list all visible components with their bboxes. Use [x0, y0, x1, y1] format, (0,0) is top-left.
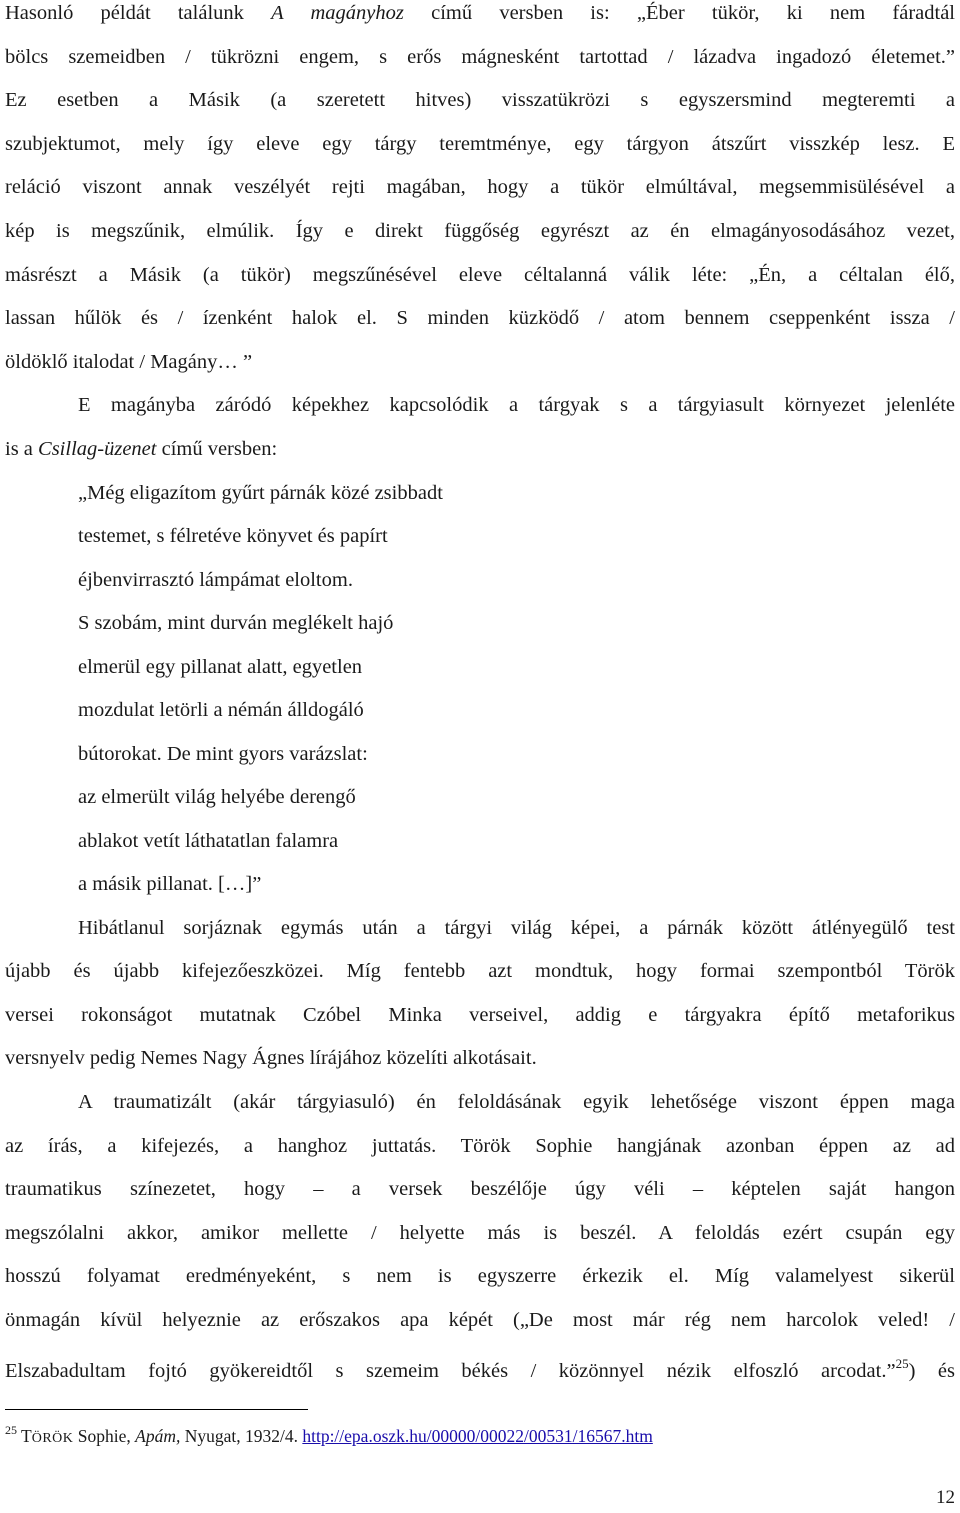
- footnote: $^{25}$ TÖRÖK Sophie, Apám, Nyugat, 1932/4. http://epa.oszk.hu/00000/00022/00531/16567.htm: [5, 1423, 653, 1446]
- poem-line: „Még eligazítom gyűrt párnák közé zsibbadt: [78, 481, 443, 504]
- paragraph-1-line-8: lassan hűlök és / ízenként halok el. S minden küzködő / atom bennem cseppenként issza /: [5, 307, 955, 330]
- paragraph-3-line-3: versei rokonságot mutatnak Czóbel Minka verseivel, addig e tárgyakra építő metaforikus: [5, 1003, 955, 1026]
- paragraph-3-line-4: versnyelv pedig Nemes Nagy Ágnes lírájához közelíti alkotásait.: [5, 1047, 537, 1070]
- paragraph-1-line-9: öldöklő italodat / Magány… ”: [5, 350, 253, 373]
- footnote-link[interactable]: http://epa.oszk.hu/00000/00022/00531/16567.htm: [302, 1426, 653, 1446]
- paragraph-3-line-2: újabb és újabb kifejezőeszközei. Míg fentebb azt mondtuk, hogy formai szempontból Török: [5, 960, 955, 983]
- poem-line: az elmerült világ helyébe derengő: [78, 786, 356, 809]
- poem-line: éjbenvirrasztó lámpámat eloltom.: [78, 568, 353, 591]
- paragraph-4: A traumatizált (akár tárgyiasuló) én feloldásának egyik lehetősége viszont éppen maga: [78, 1090, 955, 1113]
- footnote-reference[interactable]: 25: [895, 1356, 909, 1372]
- paragraph-4-line-3: traumatikus színezetet, hogy – a versek beszélője úgy véli – képtelen saját hangon: [5, 1178, 955, 1201]
- document-page: [5, 0, 955, 1513]
- footnote-separator: [5, 1409, 308, 1410]
- paragraph-4-line-7: Elszabadultam fojtó gyökereidtől s szemeim békés / közönnyel nézik elfoszló arcodat.”$^{25}$) és: [5, 1356, 955, 1383]
- poem-quote: [78, 472, 955, 907]
- paragraph-1-line-7: másrészt a Másik (a tükör) megszűnésével eleve céltalanná válik léte: „Én, a céltalan élő,: [5, 263, 955, 286]
- paragraph-2-line-2: is a Csillag-üzenet című versben:: [5, 437, 278, 460]
- poem-line: mozdulat letörli a némán álldogáló: [78, 699, 364, 722]
- footnote-number: 25: [5, 1423, 17, 1437]
- paragraph-4-line-2: az írás, a kifejezés, a hanghoz juttatás. Török Sophie hangjának azonban éppen az ad: [5, 1134, 955, 1157]
- paragraph-2: E magányba záródó képekhez kapcsolódik a tárgyak s a tárgyiasult környezet jelenléte: [78, 394, 955, 417]
- paragraph-1-line-5: reláció viszont annak veszélyét rejti magában, hogy a tükör elmúltával, megsemmisülésével a: [5, 176, 955, 199]
- poem-line: bútorokat. De mint gyors varázslat:: [78, 742, 368, 765]
- poem-line: ablakot vetít láthatatlan falamra: [78, 829, 339, 852]
- paragraph-1-line-4: szubjektumot, mely így eleve egy tárgy teremtménye, egy tárgyon átszűrt visszkép lesz. E: [5, 132, 955, 155]
- paragraph-1-line-2: bölcs szemeidben / tükrözni engem, s erős mágnesként tartottad / lázadva ingadozó életemet.”: [5, 45, 955, 68]
- paragraph-4-line-6: önmagán kívül helyeznie az erőszakos apa képét („De most már rég nem harcolok veled! /: [5, 1308, 955, 1331]
- paragraph-3: Hibátlanul sorjáznak egymás után a tárgyi világ képei, a párnák között átlényegülő test: [78, 916, 955, 939]
- poem-line: elmerül egy pillanat alatt, egyetlen: [78, 655, 363, 678]
- paragraph-1-line-6: kép is megszűnik, elmúlik. Így e direkt függőség egyrészt az én elmagányosodásához vezet,: [5, 219, 955, 242]
- poem-line: testemet, s félretéve könyvet és papírt: [78, 525, 388, 548]
- paragraph-4-line-5: hosszú folyamat eredményeként, s nem is egyszerre érkezik el. Míg valamelyest sikerül: [5, 1265, 955, 1288]
- poem-line: a másik pillanat. […]”: [78, 873, 262, 896]
- paragraph-1: Hasonló példát találunk A magányhoz című versben is: „Éber tükör, ki nem fáradtál: [5, 2, 955, 24]
- page-number: 12: [936, 1487, 955, 1508]
- poem-line: S szobám, mint durván meglékelt hajó: [78, 612, 394, 635]
- paragraph-4-line-4: megszólalni akkor, amikor mellette / helyette más is beszél. A feloldás ezért csupán egy: [5, 1221, 955, 1244]
- footnote-title: Apám,: [135, 1426, 181, 1446]
- paragraph-1-line-3: Ez esetben a Másik (a szeretett hitves) visszatükrözi s egyszersmind megteremti a: [5, 89, 955, 112]
